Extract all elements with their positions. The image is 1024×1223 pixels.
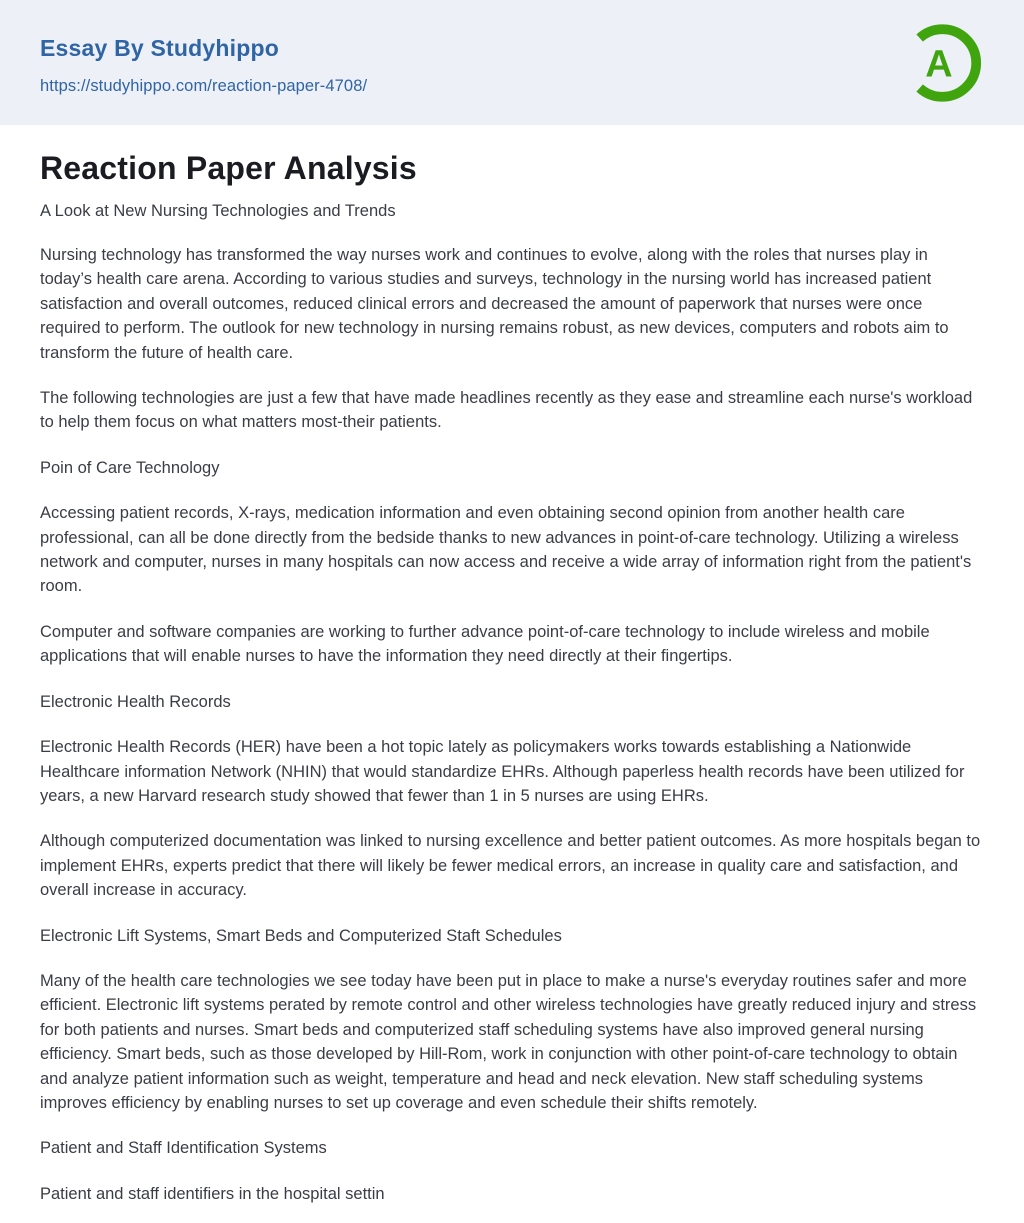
site-title: Essay By Studyhippo [40,35,279,61]
studyhippo-logo-icon [902,20,984,106]
section-heading-point-of-care: Poin of Care Technology [40,458,220,477]
paragraph: The following technologies are just a few that have made headlines recently as they ease and streamline each nurse's workload to help them focus on what matters most-their patients. [40,389,973,432]
essay-content [0,125,1024,1206]
logo-letter: A [925,42,953,85]
paragraph: Electronic Health Records (HER) have been a hot topic lately as policymakers works towards establishing a Nationwide Healthcare information Network (NHIN) that would standardize EHRs. Although paperless health records have been utilized for years, a new Harvard research study showed that fewer than 1 in 5 nurses are using EHRs. [40,738,965,805]
page-header [0,0,1024,125]
section-heading-ehr: Electronic Health Records [40,692,231,711]
paragraph: Computer and software companies are working to further advance point-of-care technology to include wireless and mobile applications that will enable nurses to have the information they need directly at their fingertips. [40,622,930,666]
paragraph: Although computerized documentation was linked to nursing excellence and better patient outcomes. As more hospitals began to implement EHRs, experts predict that there will likely be fewer medical errors, an increase in quality care and satisfaction, and overall increase in accuracy. [40,832,981,900]
section-heading-identification: Patient and Staff Identification Systems [40,1139,327,1158]
header-text-block [40,29,367,96]
paragraph: Accessing patient records, X-rays, medication information and even obtaining second opinion from another health care professional, can all be done directly from the bedside thanks to new advances in point-of-care technology. Utilizing a wireless network and computer, nurses in many hospitals can now access and receive a wide array of information right from the patient's room. [40,504,972,596]
paragraph: Nursing technology has transformed the way nurses work and continues to evolve, along with the roles that nurses play in today’s health care arena. According to various studies and surveys, technology in the nursing world has increased patient satisfaction and overall outcomes, reduced clinical errors and decreased the amount of paperwork that nurses were once required to perform. The outlook for new technology in nursing remains robust, as new devices, computers and robots aim to transform the future of health care. [40,246,949,362]
essay-url-link[interactable]: https://studyhippo.com/reaction-paper-4708/ [40,77,368,95]
page-title: Reaction Paper Analysis [40,150,417,186]
paragraph: Patient and staff identifiers in the hospital settin [40,1184,385,1203]
section-heading-lift-systems: Electronic Lift Systems, Smart Beds and Computerized Staft Schedules [40,926,562,945]
essay-subtitle: A Look at New Nursing Technologies and Trends [40,202,396,220]
paragraph: Many of the health care technologies we see today have been put in place to make a nurse's everyday routines safer and more efficient. Electronic lift systems perated by remote control and other wireless technologies have greatly reduced injury and stress for both patients and nurses. Smart beds and computerized staff scheduling systems have also improved general nursing efficiency. Smart beds, such as those developed by Hill-Rom, work in conjunction with other point-of-care technology to obtain and analyze patient information such as weight, temperature and head and neck elevation. New staff scheduling systems improves efficiency by enabling nurses to set up coverage and even schedule their shifts remotely. [40,971,977,1112]
